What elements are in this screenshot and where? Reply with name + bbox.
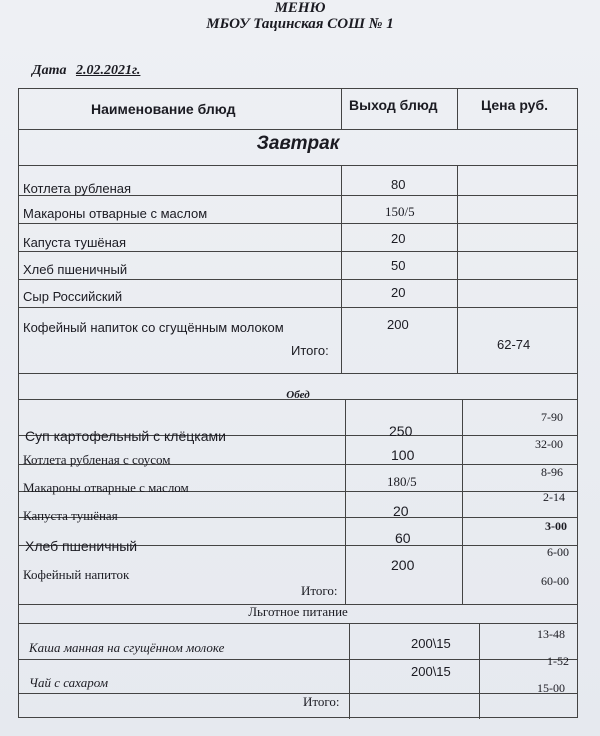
breakfast-title: Завтрак	[256, 133, 340, 154]
lunch-item-name: Макароны отварные с маслом	[23, 480, 189, 495]
breakfast-total: 62-74	[497, 337, 531, 352]
lunch-title: Обед	[286, 389, 310, 401]
menu-table	[18, 88, 578, 718]
benefit-item-name: Чай с сахаром	[29, 675, 109, 690]
benefit-title: Льготное питание	[248, 604, 348, 619]
date-value: 2.02.2021г.	[75, 63, 141, 78]
col-header-name: Наименование блюд	[91, 101, 236, 117]
date-line	[32, 63, 140, 79]
lunch-item-price: 6-00	[547, 545, 569, 559]
benefit-item-price: 1-52	[547, 654, 569, 668]
lunch-item-out: 180/5	[387, 474, 417, 489]
breakfast-item-out: 200	[387, 317, 409, 332]
school-name: МБОУ Тацинская СОШ № 1	[206, 16, 394, 32]
breakfast-item-name: Капуста тушёная	[23, 235, 127, 250]
lunch-item-name: Капуста тушёная	[23, 508, 118, 523]
lunch-item-out: 200	[391, 557, 415, 573]
lunch-item-name: Суп картофельный с клёцками	[25, 428, 226, 444]
breakfast-total-label: Итого:	[291, 343, 329, 358]
benefit-item-out: 200\15	[411, 664, 451, 679]
lunch-total: 60-00	[541, 574, 569, 588]
benefit-item-out: 200\15	[411, 636, 451, 651]
benefit-total: 15-00	[537, 681, 565, 695]
breakfast-item-name: Кофейный напиток со сгущённым молоком	[23, 320, 284, 335]
lunch-item-price: 8-96	[541, 465, 563, 479]
breakfast-item-name: Хлеб пшеничный	[23, 262, 128, 277]
breakfast-item-out: 20	[391, 231, 406, 246]
benefit-item-name: Каша манная на сгущённом молоке	[29, 640, 225, 655]
lunch-item-out: 250	[389, 423, 413, 439]
lunch-item-price: 3-00	[545, 519, 567, 533]
menu-title: МЕНЮ	[274, 0, 326, 16]
col-header-price: Цена руб.	[481, 97, 549, 113]
breakfast-item-name: Котлета рубленая	[23, 181, 132, 196]
lunch-item-out: 60	[395, 530, 411, 546]
lunch-item-name: Хлеб пшеничный	[25, 538, 138, 554]
breakfast-item-name: Сыр Российский	[23, 289, 123, 304]
lunch-total-label: Итого:	[301, 583, 338, 598]
breakfast-item-out: 20	[391, 285, 406, 300]
benefit-total-label: Итого:	[303, 694, 340, 709]
breakfast-item-out: 80	[391, 177, 406, 192]
lunch-item-price: 2-14	[543, 490, 565, 504]
breakfast-item-out: 150/5	[385, 204, 415, 219]
lunch-item-price: 7-90	[541, 410, 563, 424]
lunch-item-out: 20	[393, 503, 409, 519]
lunch-item-price: 32-00	[535, 437, 563, 451]
breakfast-item-name: Макароны отварные с маслом	[23, 206, 208, 221]
lunch-item-name: Кофейный напиток	[23, 567, 130, 582]
date-label: Дата	[32, 63, 67, 78]
col-header-output: Выход блюд	[349, 97, 438, 113]
lunch-item-name: Котлета рубленая с соусом	[23, 452, 171, 467]
benefit-item-price: 13-48	[537, 627, 565, 641]
breakfast-item-out: 50	[391, 258, 406, 273]
lunch-item-out: 100	[391, 447, 415, 463]
